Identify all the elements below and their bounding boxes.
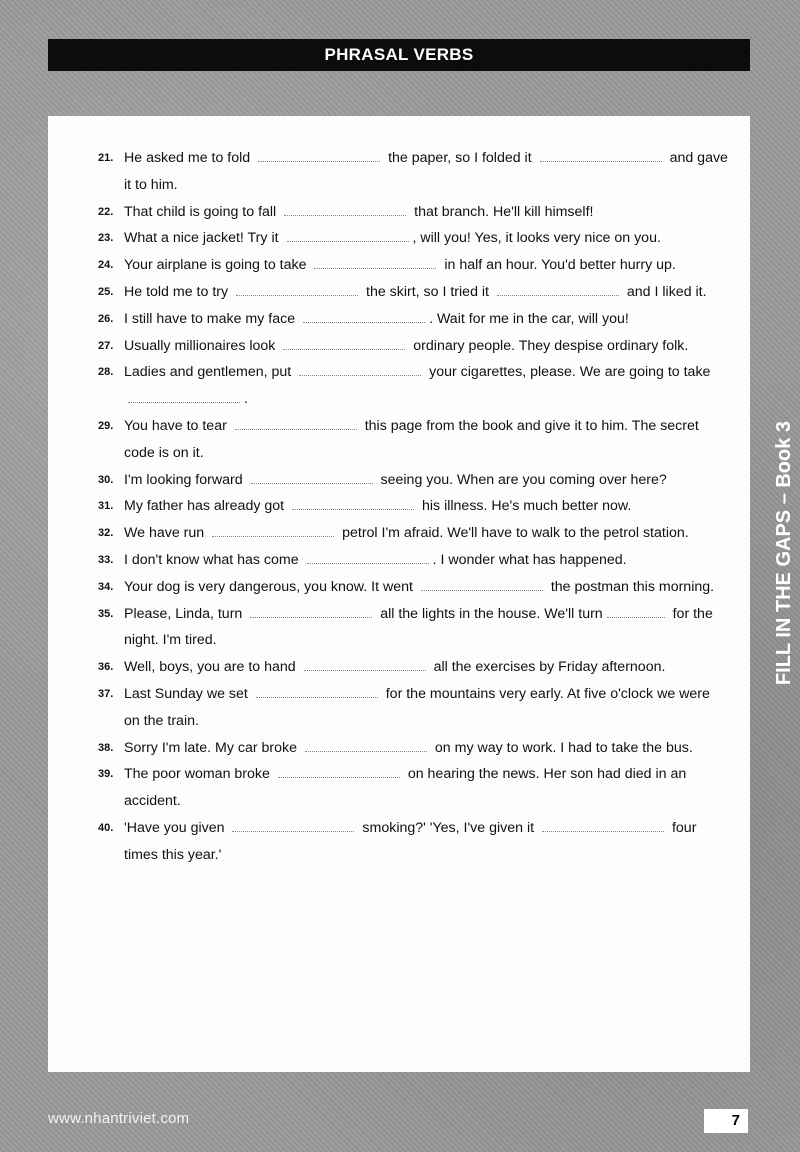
item-text: He told me to try <box>124 283 229 300</box>
exercise-item-26 <box>98 306 728 333</box>
item-text: Please, Linda, turn <box>124 605 243 622</box>
answer-blank[interactable] <box>258 147 380 162</box>
book-side-label: FILL IN THE GAPS – Book 3 <box>773 420 795 686</box>
item-text: Usually millionaires look <box>124 337 276 354</box>
item-text: , will you! Yes, it looks very nice on you. <box>412 230 661 247</box>
exercise-item-21 <box>98 145 728 199</box>
item-text: Well, boys, you are to hand <box>124 659 296 676</box>
item-text: and I liked it. <box>626 283 707 300</box>
item-number: 24. <box>98 259 114 272</box>
item-text: . I wonder what has happened. <box>432 551 627 568</box>
item-text: You have to tear <box>124 417 227 434</box>
answer-blank[interactable] <box>283 335 405 350</box>
item-text: smoking?' 'Yes, I've given it <box>362 819 535 836</box>
answer-blank[interactable] <box>607 603 665 618</box>
exercise-item-27 <box>98 333 728 360</box>
answer-blank[interactable] <box>212 522 334 537</box>
item-text: He asked me to fold <box>124 150 251 166</box>
item-text: for the mountains very early. At five o'clock we were on the train. <box>124 685 710 729</box>
item-text: the postman this morning. <box>550 578 715 595</box>
exercise-item-36 <box>98 654 728 681</box>
item-number: 34. <box>98 580 114 593</box>
item-text: seeing you. When are you coming over here? <box>380 471 667 488</box>
exercise-item-28 <box>98 359 728 413</box>
item-text: the paper, so I folded it <box>388 150 532 166</box>
page-title: PHRASAL VERBS <box>48 39 750 71</box>
footer-website: www.nhantriviet.com <box>48 1110 190 1127</box>
item-text: That child is going to fall <box>124 203 277 220</box>
item-number: 25. <box>98 285 114 298</box>
item-text: for the night. I'm tired. <box>124 605 713 649</box>
exercise-item-40 <box>98 815 728 869</box>
answer-blank[interactable] <box>305 737 427 752</box>
answer-blank[interactable] <box>251 469 373 484</box>
exercise-item-23 <box>98 225 728 252</box>
answer-blank[interactable] <box>304 656 426 671</box>
answer-blank[interactable] <box>128 388 240 403</box>
item-text: on my way to work. I had to take the bus. <box>434 739 693 756</box>
item-text: I'm looking forward <box>124 471 243 488</box>
exercise-item-30 <box>98 467 728 494</box>
item-text: What a nice jacket! Try it <box>124 230 279 247</box>
answer-blank[interactable] <box>299 361 421 376</box>
answer-blank[interactable] <box>303 308 425 323</box>
answer-blank[interactable] <box>292 495 414 510</box>
item-text: his illness. He's much better now. <box>422 498 632 515</box>
item-text: We have run <box>124 525 205 542</box>
item-text: four times this year.' <box>124 819 697 863</box>
item-number: 23. <box>98 232 114 245</box>
item-number: 30. <box>98 473 114 486</box>
exercise-item-37 <box>98 681 728 735</box>
answer-blank[interactable] <box>421 576 543 591</box>
answer-blank[interactable] <box>542 817 664 832</box>
page-number: 7 <box>704 1109 748 1133</box>
item-number: 32. <box>98 527 114 540</box>
exercise-item-35 <box>98 601 728 655</box>
item-text: that branch. He'll kill himself! <box>414 203 594 220</box>
item-number: 39. <box>98 768 114 781</box>
item-text: all the exercises by Friday afternoon. <box>433 659 666 676</box>
item-text: The poor woman broke <box>124 766 270 783</box>
item-text: Ladies and gentlemen, put <box>124 364 292 381</box>
item-text: the skirt, so I tried it <box>366 283 489 300</box>
exercise-item-34 <box>98 574 728 601</box>
item-text: all the lights in the house. We'll turn <box>380 605 603 622</box>
answer-blank[interactable] <box>236 281 358 296</box>
answer-blank[interactable] <box>307 549 429 564</box>
answer-blank[interactable] <box>250 603 372 618</box>
exercise-item-29 <box>98 413 728 467</box>
item-number: 33. <box>98 553 114 566</box>
exercise-item-24 <box>98 252 728 279</box>
answer-blank[interactable] <box>278 763 400 778</box>
item-number: 21. <box>98 152 114 164</box>
answer-blank[interactable] <box>314 254 436 269</box>
item-text: petrol I'm afraid. We'll have to walk to the petrol station. <box>342 525 689 542</box>
exercise-item-39 <box>98 761 728 815</box>
answer-blank[interactable] <box>232 817 354 832</box>
exercise-item-31 <box>98 493 728 520</box>
item-number: 36. <box>98 661 114 674</box>
answer-blank[interactable] <box>540 147 662 162</box>
answer-blank[interactable] <box>235 415 357 430</box>
item-number: 22. <box>98 205 114 218</box>
item-text: My father has already got <box>124 498 285 515</box>
exercise-item-33 <box>98 547 728 574</box>
item-text: Your airplane is going to take <box>124 257 307 274</box>
item-text: your cigarettes, please. We are going to take <box>429 364 711 381</box>
item-text: I still have to make my face <box>124 310 296 327</box>
item-text: Last Sunday we set <box>124 685 248 702</box>
answer-blank[interactable] <box>287 227 409 242</box>
item-number: 35. <box>98 607 114 620</box>
item-number: 40. <box>98 821 114 834</box>
exercise-list <box>98 145 728 869</box>
item-number: 28. <box>98 366 114 379</box>
answer-blank[interactable] <box>284 201 406 216</box>
exercise-item-25 <box>98 279 728 306</box>
item-text: in half an hour. You'd better hurry up. <box>444 257 676 274</box>
item-number: 37. <box>98 687 114 700</box>
item-text: and gave it to him. <box>124 150 728 193</box>
item-text: on hearing the news. Her son had died in an accident. <box>124 766 687 810</box>
exercise-item-38 <box>98 735 728 762</box>
item-number: 38. <box>98 741 114 754</box>
exercise-item-22 <box>98 199 728 226</box>
item-text: . <box>244 391 248 408</box>
item-text: . Wait for me in the car, will you! <box>429 310 629 327</box>
item-text: Your dog is very dangerous, you know. It went <box>124 578 413 595</box>
item-text: I don't know what has come <box>124 551 299 568</box>
item-text: 'Have you given <box>124 819 225 836</box>
answer-blank[interactable] <box>497 281 619 296</box>
item-number: 29. <box>98 419 114 432</box>
answer-blank[interactable] <box>256 683 378 698</box>
item-text: this page from the book and give it to him. The secret code is on it. <box>124 417 699 461</box>
item-number: 31. <box>98 500 114 513</box>
item-text: Sorry I'm late. My car broke <box>124 739 298 756</box>
exercise-item-32 <box>98 520 728 547</box>
item-text: ordinary people. They despise ordinary folk. <box>413 337 689 354</box>
item-number: 26. <box>98 312 114 325</box>
item-number: 27. <box>98 339 114 352</box>
